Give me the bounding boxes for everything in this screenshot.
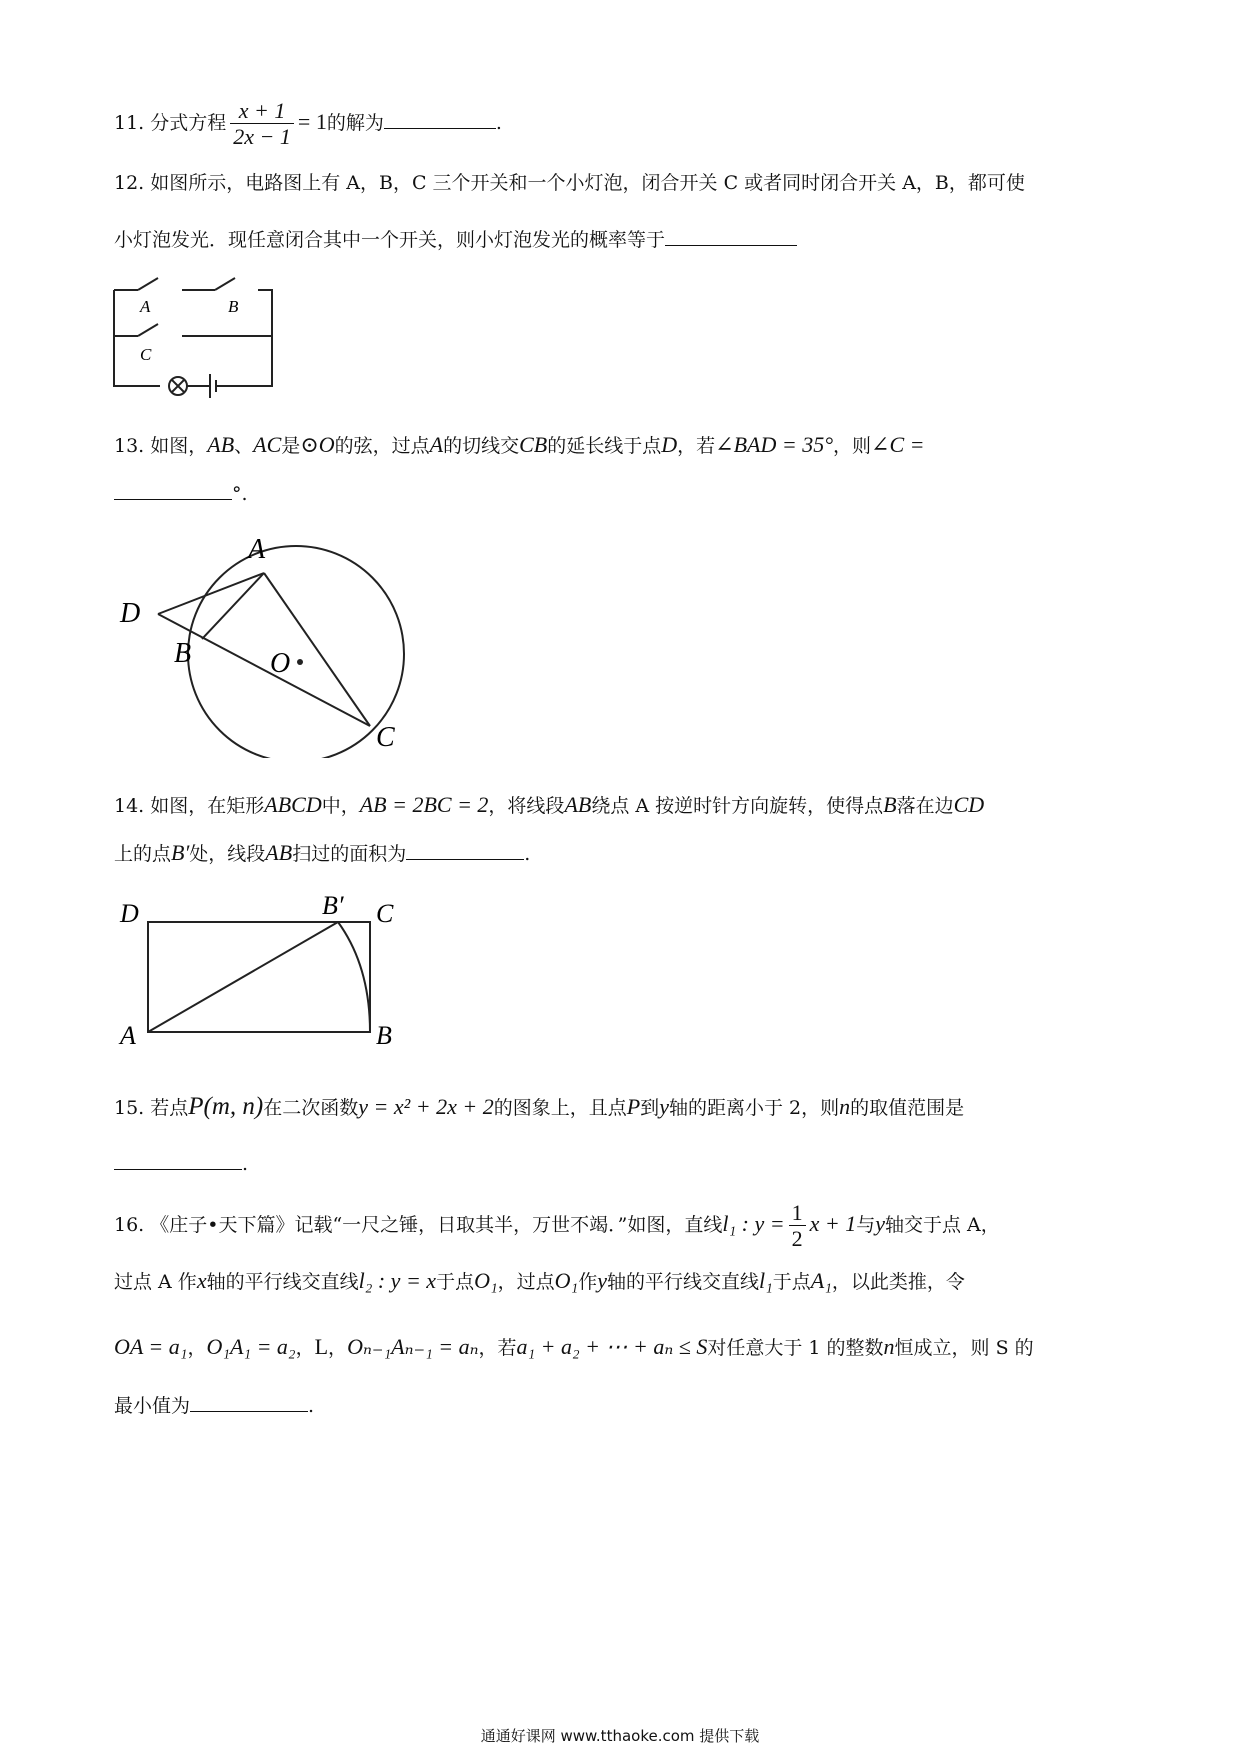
q14-bprime: B′	[171, 840, 190, 865]
q11-text-before: 分式方程	[150, 111, 227, 134]
q13-line-2	[114, 480, 248, 506]
q13-circle: ⊙O	[300, 432, 335, 457]
q14-t4: 绕点 A 按逆时针方向旋转，使得点	[591, 795, 884, 817]
q14-answer-blank[interactable]	[406, 840, 524, 860]
q14-rect: ABCD	[264, 792, 322, 817]
label-a: A	[120, 1021, 136, 1050]
q14-relation: AB = 2BC = 2	[359, 792, 489, 817]
q16-line-2	[114, 1268, 965, 1294]
q16-o1a1: O₁A₁ = a₂	[206, 1334, 296, 1359]
q16-l1b: 与	[856, 1213, 876, 1236]
q11-frac-numerator: x + 1	[230, 98, 294, 124]
label-a: A	[248, 534, 266, 565]
q16-l2d: ，过点	[497, 1271, 555, 1293]
q14-l2b: 处，线段	[189, 843, 266, 865]
q14-end: .	[524, 843, 531, 865]
circle-o	[188, 546, 404, 758]
q13-answer-blank[interactable]	[114, 480, 232, 500]
switch-b	[215, 278, 235, 290]
q13-sep: 、	[234, 435, 254, 457]
q12-line-2	[114, 226, 797, 252]
q15-p: P	[626, 1094, 641, 1119]
q13-t4: 的延长线于点	[547, 435, 662, 457]
label-c: C	[376, 722, 395, 753]
q13-angle-ask: ∠C =	[871, 432, 925, 457]
q16-l2f: 轴的平行线交直线	[606, 1271, 759, 1293]
q16-o1: O₁	[474, 1268, 498, 1293]
q16-l3h: ，若	[478, 1337, 517, 1359]
q16-sum-inequality: a₁ + a₂ + ⋯ + aₙ ≤ S	[516, 1334, 708, 1359]
q16-l2h: ，以此类推，令	[831, 1271, 965, 1293]
q16-sep-3: ，	[328, 1337, 348, 1359]
q16-answer-blank[interactable]	[190, 1392, 308, 1412]
segment-ab-prime	[148, 922, 338, 1032]
q14-t5: 落在边	[896, 795, 954, 817]
label-d: D	[120, 899, 139, 928]
q14-t1: 14. 如图，在矩形	[114, 795, 265, 817]
q11-end: .	[495, 111, 502, 134]
q13-ac: AC	[253, 432, 282, 457]
q11-equals: = 1	[297, 108, 327, 134]
q14-l2c: 扫过的面积为	[292, 843, 407, 865]
q12-text-line-2: 小灯泡发光．现任意闭合其中一个开关，则小灯泡发光的概率等于	[114, 229, 666, 251]
q15-function: y = x² + 2x + 2	[358, 1094, 494, 1119]
q11-frac-denominator: 2x − 1	[233, 124, 291, 150]
q16-l2g: 于点	[772, 1271, 811, 1293]
q13-degree-end: °.	[232, 483, 248, 505]
q14-ab: AB	[564, 792, 592, 817]
q13-t6: ，则	[833, 435, 872, 457]
q11-answer-blank[interactable]	[384, 109, 496, 129]
rotation-arc	[338, 922, 370, 1032]
q15-n: n	[839, 1094, 851, 1119]
q14-t2: 中，	[321, 795, 360, 817]
q16-y: y	[875, 1210, 886, 1236]
q16-on-an: Oₙ₋₁Aₙ₋₁ = aₙ	[347, 1334, 479, 1359]
q16-l1-rest: x + 1	[809, 1210, 857, 1236]
label-c: C	[376, 899, 394, 928]
q15-answer-blank[interactable]	[114, 1150, 242, 1170]
q16-line-l2: l₂ : y = x	[358, 1268, 437, 1293]
q16-l1-symbol: l₁	[758, 1268, 773, 1293]
q15-t1: 15. 若点	[114, 1097, 189, 1119]
q14-point-b: B	[883, 792, 897, 817]
q16-oa: OA = a₁	[114, 1334, 188, 1359]
q13-ab: AB	[207, 432, 235, 457]
q15-end: .	[242, 1153, 249, 1175]
tangent-da	[158, 573, 264, 614]
q13-line-1	[114, 432, 924, 458]
q15-t4: 到	[640, 1097, 660, 1119]
q13-point-d: D	[661, 432, 678, 457]
q15-t2: 在二次函数	[263, 1097, 359, 1119]
q14-ab-2: AB	[265, 840, 293, 865]
q13-point-a: A	[429, 432, 444, 457]
question-11	[114, 98, 502, 150]
q13-number: 13. 如图，	[114, 435, 208, 457]
q13-t2: 的弦，过点	[334, 435, 430, 457]
q16-ellipsis: L	[314, 1334, 329, 1359]
q14-cd: CD	[953, 792, 985, 817]
q16-line-4	[114, 1392, 314, 1418]
q16-l2c: 于点	[436, 1271, 475, 1293]
q16-x: x	[196, 1268, 207, 1293]
q16-sep-1: ，	[187, 1337, 207, 1359]
label-c: C	[140, 345, 152, 364]
label-b: B	[376, 1021, 392, 1050]
q11-text-after: 的解为	[326, 111, 384, 134]
q16-line-1	[114, 1200, 1000, 1252]
q15-line-2	[114, 1150, 248, 1176]
q12-answer-blank[interactable]	[665, 226, 797, 246]
q16-a1: A₁	[810, 1268, 832, 1293]
q14-line-1	[114, 792, 984, 818]
q16-l2e: 作	[578, 1271, 598, 1293]
q16-y-2: y	[597, 1268, 607, 1293]
q13-t1: 是	[281, 435, 301, 457]
label-d: D	[120, 598, 141, 629]
q14-t3: ，将线段	[488, 795, 565, 817]
q12-text-line-1: 12. 如图所示，电路图上有 A，B，C 三个开关和一个小灯泡，闭合开关 C 或者同时闭合开关 A，B，都可使	[114, 172, 1025, 194]
center-dot	[297, 659, 303, 665]
q16-n: n	[883, 1334, 895, 1359]
q13-cb: CB	[519, 432, 548, 457]
q14-l2a: 上的点	[114, 843, 172, 865]
switch-a	[138, 278, 158, 290]
switch-c	[138, 324, 158, 336]
q16-l1a: 16. 《庄子•天下篇》记载“一尺之锤，日取其半，万世不竭．”如图，直线	[114, 1213, 723, 1236]
q16-l2a: 过点 A 作	[114, 1271, 197, 1293]
q15-point: P(m, n)	[188, 1093, 264, 1120]
q16-line-3	[114, 1334, 1034, 1360]
chord-ab	[202, 573, 264, 639]
q15-t5: 轴的距离小于 2，则	[668, 1097, 840, 1119]
label-a: A	[140, 297, 151, 316]
q16-l2b: 轴的平行线交直线	[206, 1271, 359, 1293]
q16-half-fraction	[789, 1200, 806, 1252]
q16-half-num: 1	[789, 1200, 806, 1226]
q11-number: 11.	[114, 111, 145, 134]
q16-end: .	[308, 1395, 315, 1417]
q15-line-1	[114, 1092, 964, 1122]
q15-t6: 的取值范围是	[850, 1097, 965, 1119]
label-b: B	[174, 638, 192, 669]
q11-fraction	[230, 98, 294, 150]
page-footer: 通通好课网 www.tthaoke.com 提供下载	[480, 1727, 760, 1745]
q13-t5: ，若	[677, 435, 716, 457]
label-o: O	[270, 648, 291, 679]
label-b-prime: B′	[322, 891, 344, 920]
q16-l3l: 恒成立，则 S 的	[894, 1337, 1034, 1359]
q13-angle-given: ∠BAD = 35°	[715, 432, 834, 457]
q13-t3: 的切线交	[443, 435, 520, 457]
q12-line-1	[114, 172, 1025, 195]
rectangle-abcd	[148, 922, 370, 1032]
q16-half-den: 2	[791, 1226, 803, 1252]
q15-y: y	[659, 1094, 669, 1119]
q16-l4a: 最小值为	[114, 1395, 191, 1417]
q16-l3j: 对任意大于 1 的整数	[707, 1337, 884, 1359]
q16-line-l1: l₁ : y =	[722, 1210, 785, 1236]
q16-sep-2: ，	[295, 1337, 315, 1359]
label-b: B	[228, 297, 239, 316]
q14-line-2	[114, 840, 530, 866]
circle-diagram	[110, 528, 420, 758]
q15-t3: 的图象上，且点	[493, 1097, 627, 1119]
q16-o1-b: O₁	[554, 1268, 579, 1293]
rectangle-diagram	[112, 888, 412, 1054]
q16-l1c: 轴交于点 A，	[885, 1213, 1000, 1236]
circuit-diagram	[100, 268, 280, 398]
